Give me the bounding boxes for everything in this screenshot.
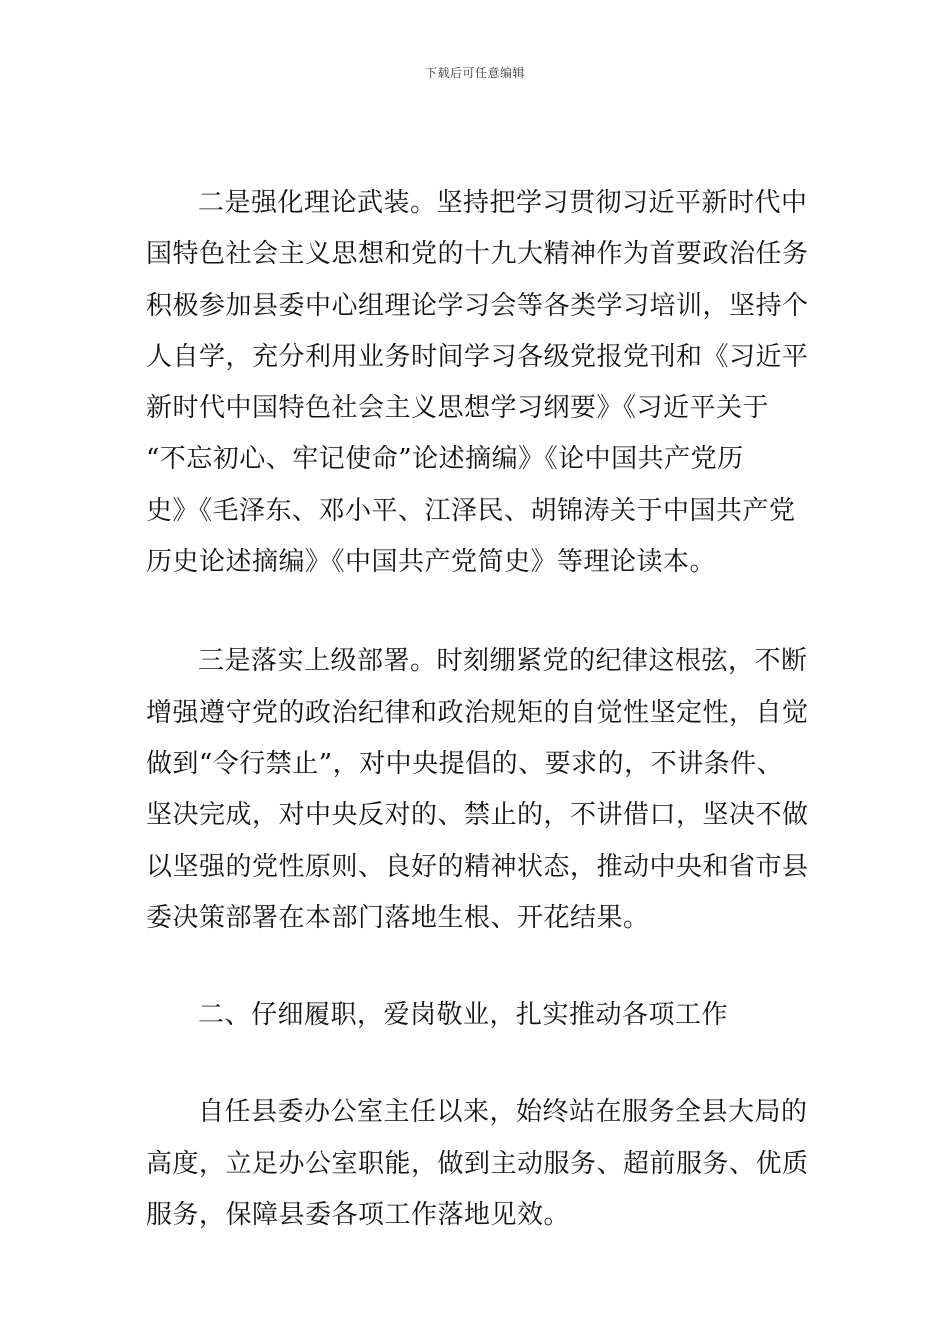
text-line: 服务，保障县委各项工作落地见效。 <box>146 1200 571 1231</box>
text-line: 做到“令行禁止”，对中央提倡的、要求的，不讲条件、 <box>146 748 784 779</box>
text-line: 人自学，充分利用业务时间学习各级党报党刊和《习近平 <box>146 341 809 372</box>
text-line: 以坚强的党性原则、良好的精神状态，推动中央和省市县 <box>146 851 809 882</box>
text-line: 国特色社会主义思想和党的十九大精神作为首要政治任务 <box>146 239 809 270</box>
paragraph-implement-deployment <box>146 636 809 944</box>
text-line: 史》《毛泽东、邓小平、江泽民、胡锦涛关于中国共产党 <box>146 495 796 526</box>
text-line: 三是落实上级部署。时刻绷紧党的纪律这根弦，不断 <box>198 646 808 677</box>
text-line: 高度，立足办公室职能，做到主动服务、超前服务、优质 <box>146 1148 809 1179</box>
paragraph-spacer <box>146 1041 806 1087</box>
text-line: 增强遵守党的政治纪律和政治规矩的自觉性坚定性，自觉 <box>146 697 809 728</box>
paragraph-theory-study <box>146 178 809 588</box>
document-body <box>146 178 809 1241</box>
section-heading <box>146 990 806 1041</box>
text-line: “不忘初心、牢记使命”论述摘编》《论中国共产党历 <box>146 444 744 475</box>
paragraph-spacer <box>146 944 806 990</box>
text-line: 自任县委办公室主任以来，始终站在服务全县大局的 <box>198 1097 808 1128</box>
page-header-note: 下载后可任意编辑 <box>424 66 525 80</box>
paragraph-spacer <box>146 588 806 636</box>
text-line: 积极参加县委中心组理论学习会等各类学习培训，坚持个 <box>146 290 809 321</box>
paragraph-office-duties <box>146 1087 809 1241</box>
text-line: 委决策部署在本部门落地生根、开花结果。 <box>146 902 650 933</box>
text-line: 二是强化理论武装。坚持把学习贯彻习近平新时代中 <box>198 188 808 218</box>
text-line: 历史论述摘编》《中国共产党简史》等理论读本。 <box>146 547 717 578</box>
text-line: 坚决完成，对中央反对的、禁止的，不讲借口，坚决不做 <box>146 800 809 831</box>
text-line: 新时代中国特色社会主义思想学习纲要》《习近平关于 <box>146 393 770 424</box>
heading-line: 二、仔细履职，爱岗敬业，扎实推动各项工作 <box>198 1000 729 1031</box>
